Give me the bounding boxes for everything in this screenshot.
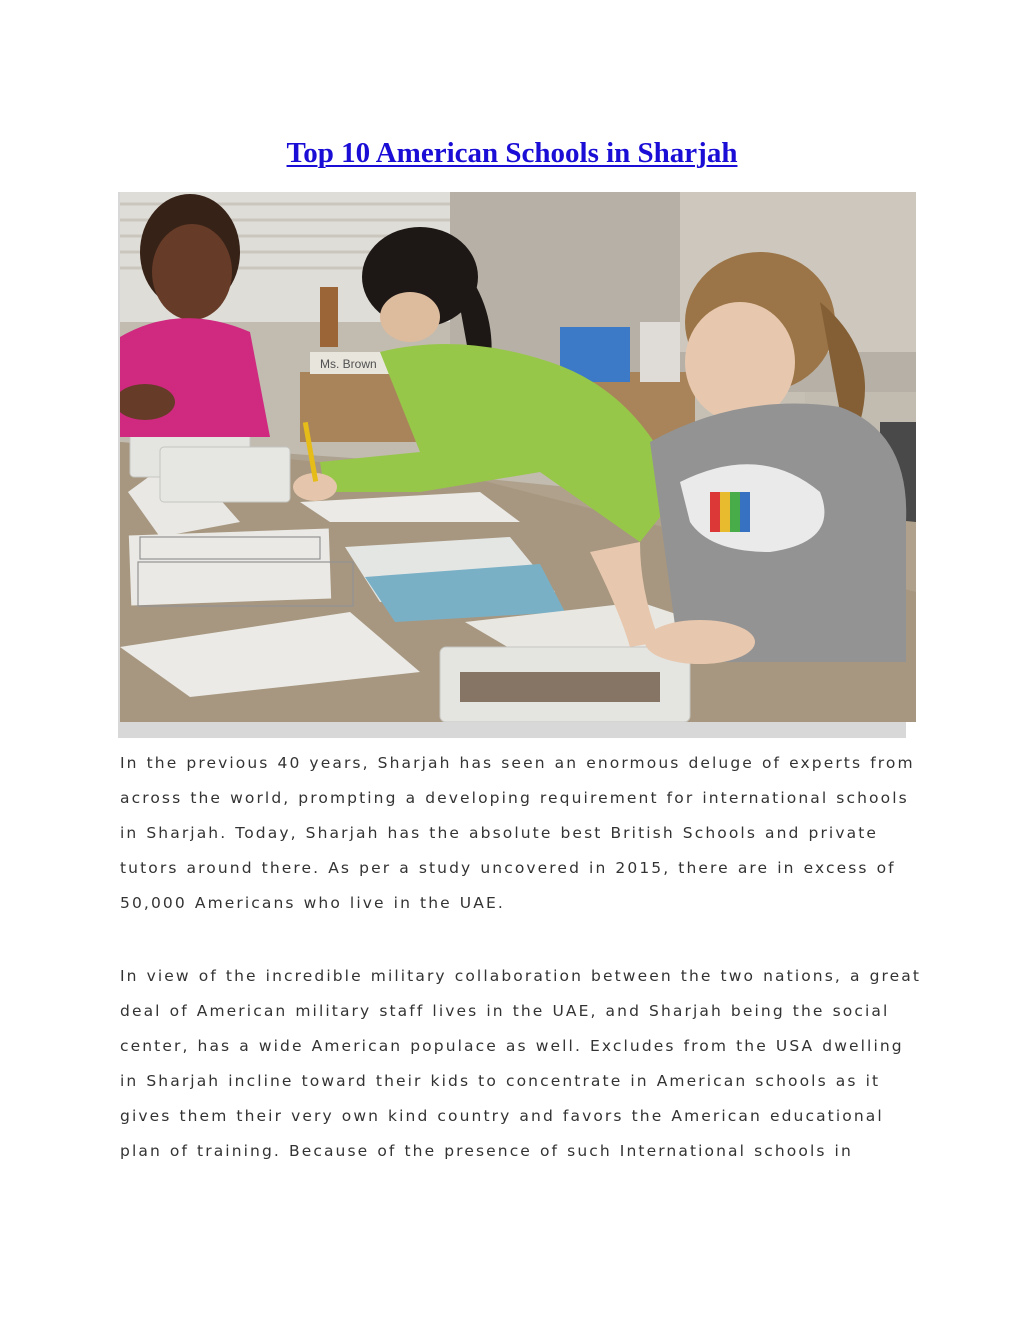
paragraph-line: center, has a wide American populace as well. Excludes from the USA dwelling: [120, 1037, 904, 1055]
title-container: [0, 137, 1024, 170]
paragraph-line: In the previous 40 years, Sharjah has seen an enormous deluge of experts from: [120, 754, 915, 772]
paragraph-line: in Sharjah incline toward their kids to concentrate in American schools as it: [120, 1072, 881, 1090]
paragraph-line: in Sharjah. Today, Sharjah has the absolute best British Schools and private: [120, 824, 879, 842]
classroom-photo-illustration: [120, 192, 916, 722]
paragraph-line: gives them their very own kind country and favors the American educational: [120, 1107, 884, 1125]
paragraph-line: 50,000 Americans who live in the UAE.: [120, 894, 505, 912]
paragraph-line: In view of the incredible military collaboration between the two nations, a great: [120, 967, 922, 985]
name-tag-text: Ms. Brown: [320, 357, 377, 371]
page-title-link[interactable]: Top 10 American Schools in Sharjah: [286, 137, 738, 169]
paragraph-2: [120, 959, 920, 1169]
paragraph-line: tutors around there. As per a study uncovered in 2015, there are in excess of: [120, 859, 896, 877]
paragraph-line: plan of training. Because of the presence of such International schools in: [120, 1142, 853, 1160]
classroom-photo: [120, 192, 916, 722]
paragraph-1: [120, 746, 920, 921]
paragraph-line: deal of American military staff lives in the UAE, and Sharjah being the social: [120, 1002, 890, 1020]
paragraph-line: across the world, prompting a developing requirement for international schools: [120, 789, 909, 807]
